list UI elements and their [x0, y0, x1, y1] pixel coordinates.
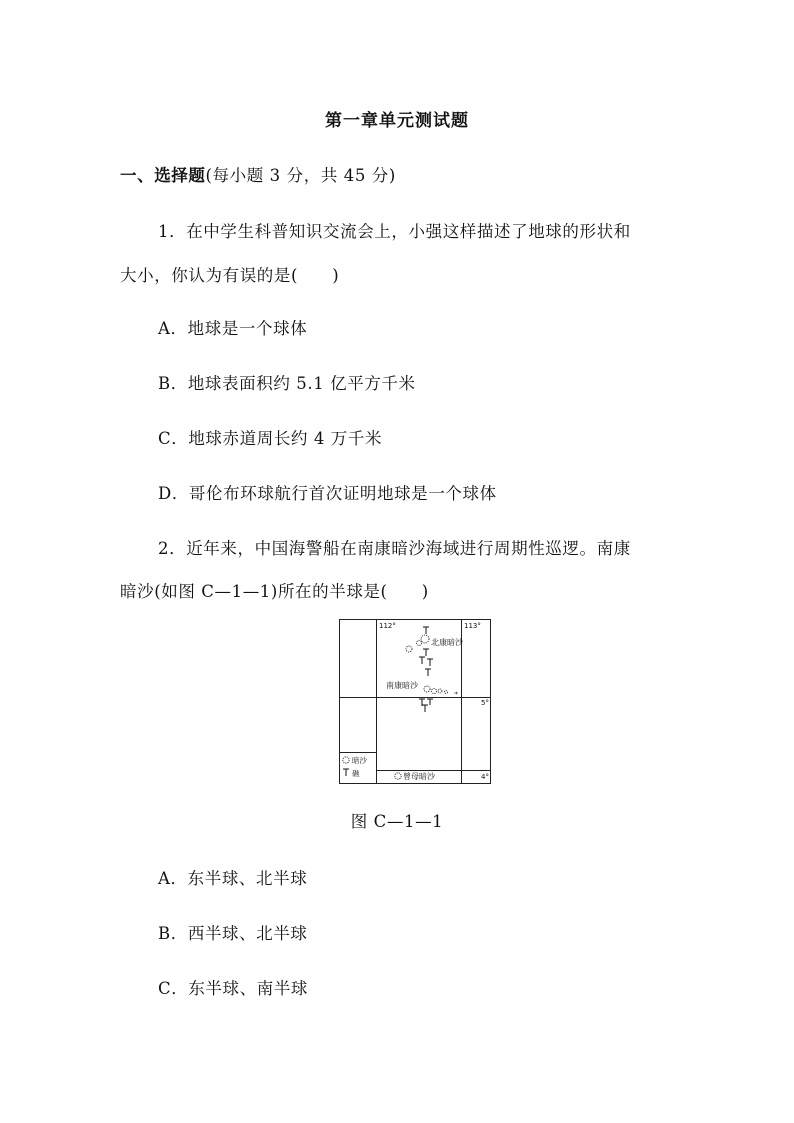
lon-label-112: 112° — [379, 622, 396, 630]
question-2-stem-cont: 暗沙(如图 C—1—1)所在的半球是( ) — [120, 582, 429, 601]
lat-label-4: 4° — [481, 773, 489, 781]
nankang-shoal-map — [339, 619, 491, 784]
label-north-kang: 北康暗沙 — [431, 638, 463, 647]
q1-option-d: D．哥伦布环球航行首次证明地球是一个球体 — [158, 484, 497, 503]
q2-option-a: A．东半球、北半球 — [158, 869, 308, 888]
section-note: (每小题 3 分，共 45 分) — [205, 166, 396, 185]
q2-option-b: B．西半球、北半球 — [158, 924, 308, 943]
question-1-stem-cont: 大小，你认为有误的是( ) — [120, 266, 340, 285]
section-title: 一、选择题 — [120, 166, 206, 185]
question-2-stem: 2．近年来，中国海警船在南康暗沙海域进行周期性巡逻。南康 — [158, 539, 631, 558]
legend-shoal-label: 暗沙 — [352, 756, 367, 765]
q1-option-b: B．地球表面积约 5.1 亿平方千米 — [158, 374, 416, 393]
q2-option-c: C．东半球、南半球 — [158, 979, 309, 998]
page-title: 第一章单元测试题 — [325, 111, 469, 131]
label-zengmu: 曾母暗沙 — [403, 772, 435, 781]
lon-label-113: 113° — [464, 622, 481, 630]
label-south-kang: 南康暗沙 — [386, 681, 418, 690]
lat-label-5: 5° — [481, 699, 489, 707]
question-1-stem: 1．在中学生科普知识交流会上，小强这样描述了地球的形状和 — [158, 222, 631, 241]
figure-caption: 图 C—1—1 — [350, 812, 444, 831]
q1-option-a: A．地球是一个球体 — [158, 319, 308, 338]
q1-option-c: C．地球赤道周长约 4 万千米 — [158, 429, 383, 448]
section-heading — [120, 162, 396, 186]
legend-reef-label: 礁 — [352, 769, 360, 778]
